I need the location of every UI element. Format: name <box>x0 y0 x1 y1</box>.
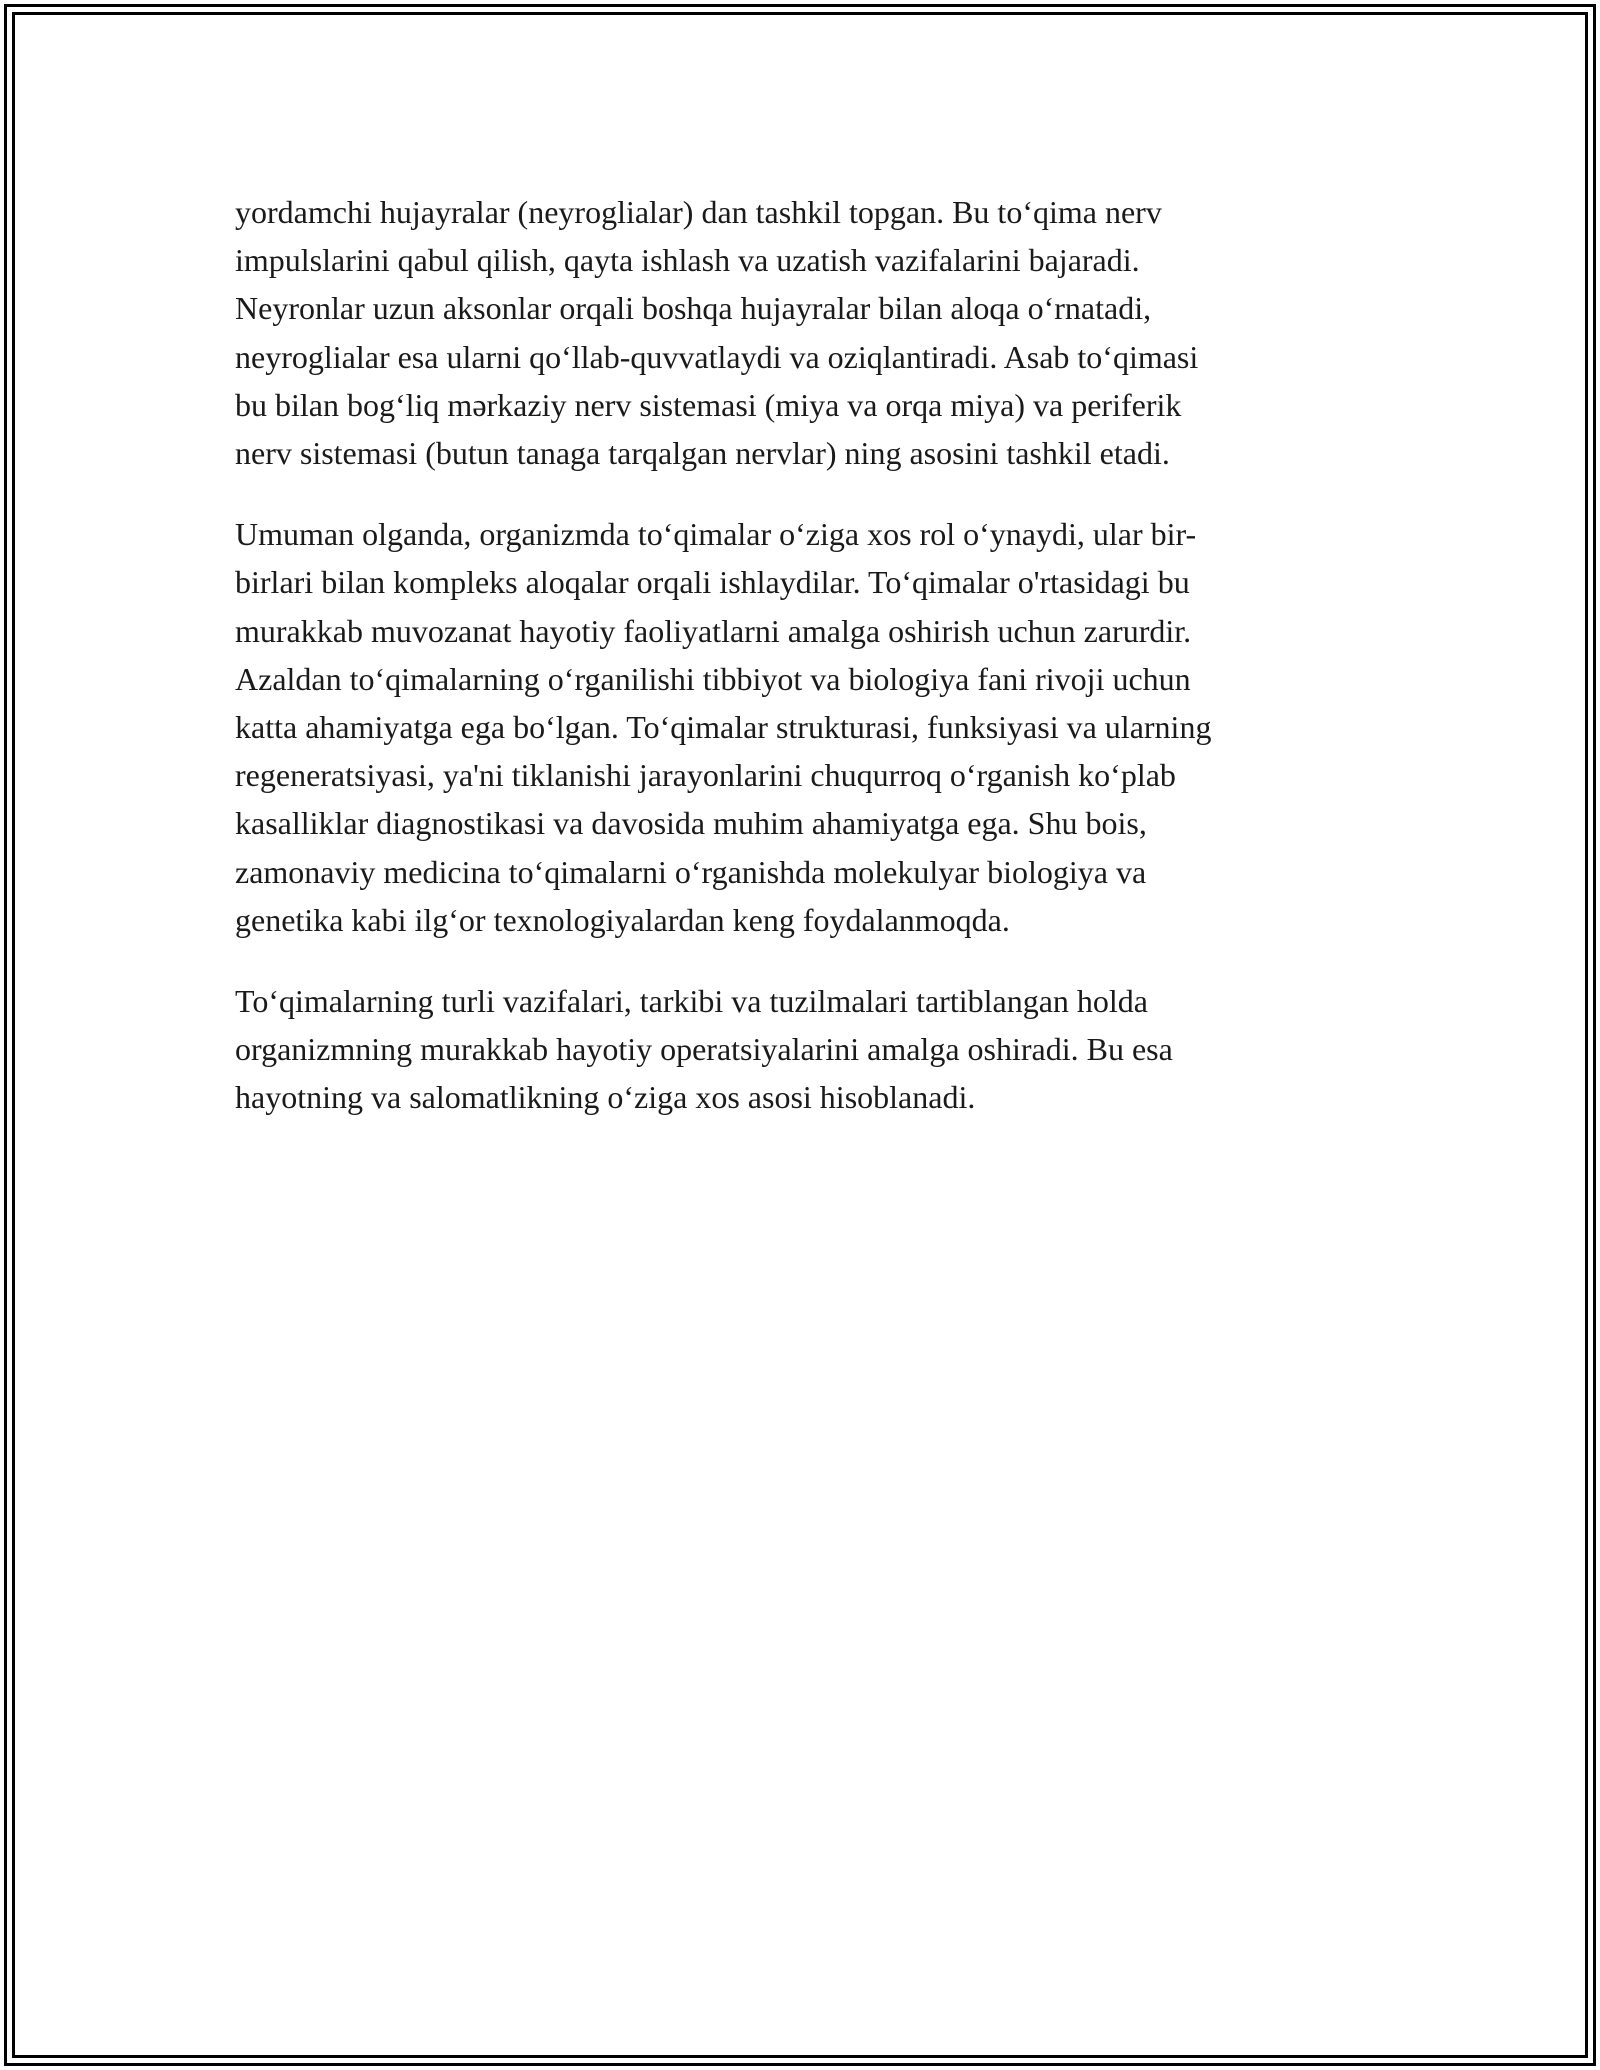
text-line: organizmning murakkab hayotiy operatsiyalarini amalga oshiradi. Bu esa <box>235 1031 1173 1068</box>
text-line: hayotning va salomatlikning o‘ziga xos asosi hisoblanadi. <box>235 1079 976 1116</box>
paragraph <box>235 188 1375 477</box>
paragraph <box>235 510 1375 944</box>
text-line: zamonaviy medicina to‘qimalarni o‘rganishda molekulyar biologiya va <box>235 853 1147 890</box>
text-line: murakkab muvozanat hayotiy faoliyatlarni amalga oshirish uchun zarurdir. <box>235 612 1192 649</box>
text-line: yordamchi hujayralar (neyroglialar) dan tashkil topgan. Bu to‘qima nerv <box>235 194 1162 230</box>
text-line: regeneratsiyasi, ya'ni tiklanishi jarayonlarini chuqurroq o‘rganish ko‘plab <box>235 757 1176 794</box>
text-line: To‘qimalarning turli vazifalari, tarkibi va tuzilmalari tartiblangan holda <box>235 983 1148 1020</box>
text-line: katta ahamiyatga ega bo‘lgan. To‘qimalar strukturasi, funksiyasi va ularning <box>235 709 1212 746</box>
text-line: bu bilan bog‘liq mərkaziy nerv sistemasi (miya va orqa miya) va periferik <box>235 386 1182 423</box>
text-line: Azaldan to‘qimalarning o‘rganilishi tibbiyot va biologiya fani rivoji uchun <box>235 660 1191 697</box>
text-line: impulslarini qabul qilish, qayta ishlash va uzatish vazifalarini bajaradi. <box>235 242 1140 279</box>
paragraph <box>235 977 1375 1122</box>
text-line: neyroglialar esa ularni qo‘llab-quvvatlaydi va oziqlantiradi. Asab to‘qimasi <box>235 338 1199 375</box>
document-body <box>235 188 1375 1155</box>
text-line: Neyronlar uzun aksonlar orqali boshqa hujayralar bilan aloqa o‘rnatadi, <box>235 290 1152 327</box>
text-line: nerv sistemasi (butun tanaga tarqalgan nervlar) ning asosini tashkil etadi. <box>235 435 1170 472</box>
text-line: birlari bilan kompleks aloqalar orqali ishlaydilar. To‘qimalar o'rtasidagi bu <box>235 564 1190 601</box>
text-line: genetika kabi ilg‘or texnologiyalardan keng foydalanmoqda. <box>235 901 1010 938</box>
text-line: Umuman olganda, organizmda to‘qimalar o‘ziga xos rol o‘ynaydi, ular bir- <box>235 516 1197 553</box>
text-line: kasalliklar diagnostikasi va davosida muhim ahamiyatga ega. Shu bois, <box>235 805 1147 842</box>
